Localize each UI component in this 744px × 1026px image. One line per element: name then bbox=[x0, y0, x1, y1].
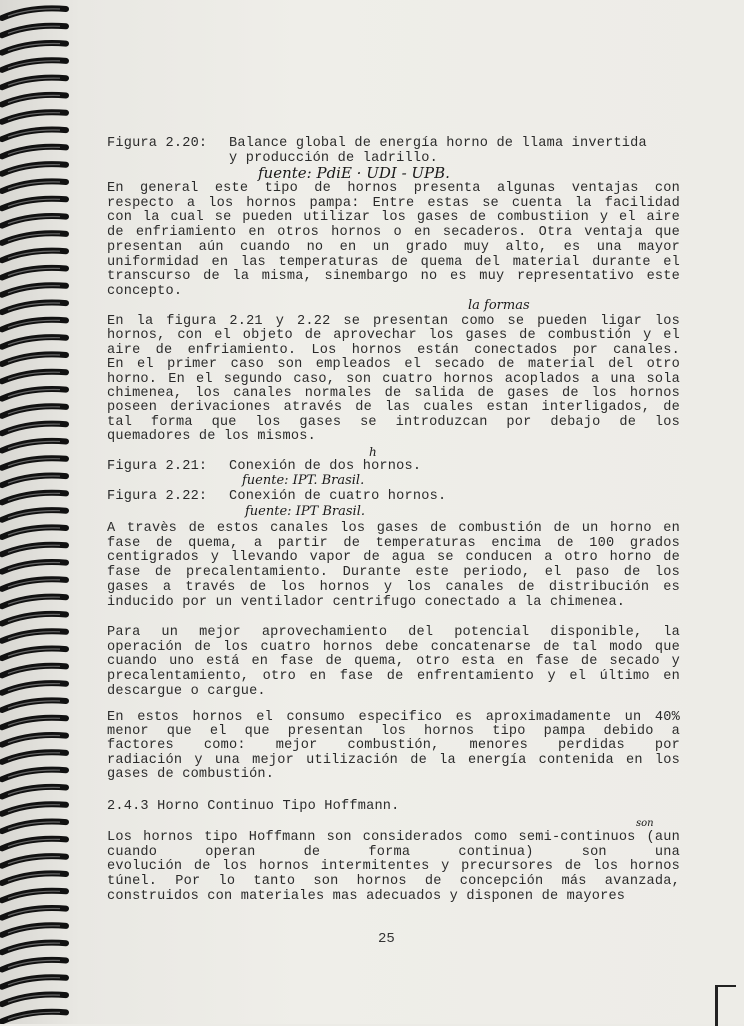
figure-2-22-caption bbox=[107, 490, 680, 504]
handwritten-annotation: la formas bbox=[468, 298, 530, 313]
text-line: En la figura 2.21 y 2.22 se presentan como se pueden ligar los bbox=[107, 314, 680, 329]
page-edge-mark bbox=[715, 985, 736, 1026]
section-heading: 2.4.3 Horno Continuo Tipo Hoffmann. bbox=[107, 799, 400, 814]
text-line: menor que el que presentan los hornos tipo pampa debido a bbox=[107, 724, 680, 740]
spiral-binding bbox=[0, 0, 72, 1024]
figure-label: Figura 2.20: bbox=[107, 136, 208, 151]
figure-2-21-caption bbox=[107, 460, 680, 474]
text-line: hornos, con el objeto de aprovechar los gases de combustión y el bbox=[107, 328, 680, 344]
text-line: descargue o cargue. bbox=[107, 683, 266, 699]
text-line: de enfriamiento en otros hornos o en secaderos. Otra ventaja que bbox=[107, 225, 680, 241]
text-line: precalentamiento, otro en fase de enfrentamiento y el último en bbox=[107, 669, 680, 685]
text-line: operación de los cuatro hornos debe concatenarse de tal modo que bbox=[107, 639, 680, 655]
text-line: horno. En el segundo caso, son cuatro hornos acoplados a una sola bbox=[107, 371, 680, 387]
text-line: En general este tipo de hornos presenta algunas ventajas con bbox=[107, 181, 680, 196]
text-line: Para un mejor aprovechamiento del potencial disponible, la bbox=[107, 625, 680, 640]
text-line: poseen derivaciones através de las cuales estan interligados, de bbox=[107, 400, 680, 416]
text-line: Los hornos tipo Hoffmann son considerados como semi-continuos (aun bbox=[107, 830, 680, 845]
text-line: evolución de los hornos intermitentes y precursores de los hornos bbox=[107, 859, 680, 875]
text-line: En estos hornos el consumo especifico es aproximadamente un 40% bbox=[107, 710, 680, 725]
text-line: tal forma que los gases se introduzcan por debajo de los bbox=[107, 414, 680, 430]
text-line: construidos con materiales mas adecuados y disponen de mayores bbox=[107, 888, 626, 904]
text-line: quemadores de los mismos. bbox=[107, 429, 316, 445]
text-line: gases a través de los hornos y los canales de distribución es bbox=[107, 579, 680, 595]
handwritten-source: fuente: IPT. Brasil. bbox=[242, 473, 365, 488]
text-line: concepto. bbox=[107, 283, 183, 299]
text-line: uniformidad en las temperaturas de quema del material durante el bbox=[107, 254, 680, 270]
text-line: En el primer caso son empleados el secado de material del otro bbox=[107, 357, 680, 373]
text-line: presentan aún cuando no en un grado muy alto, es una mayor bbox=[107, 239, 680, 255]
text-line: factores como: mejor combustión, menores perdidas por bbox=[107, 738, 680, 754]
figure-label: Figura 2.22: bbox=[107, 489, 208, 504]
text-line: radiación y una mejor utilización de la energía contenida en los bbox=[107, 752, 680, 768]
handwritten-annotation: son bbox=[636, 818, 654, 829]
text-line: A travès de estos canales los gases de combustión de un horno en bbox=[107, 521, 680, 536]
text-line: aire de enfriamiento. Los hornos están conectados por canales. bbox=[107, 342, 680, 358]
page-number: 25 bbox=[378, 931, 395, 947]
text-line: con la cual se pueden utilizar los gases de combustiion y el aire bbox=[107, 210, 680, 226]
figure-2-20-caption bbox=[107, 137, 680, 151]
text-line: transcurso de la misma, sinembargo no es muy representativo este bbox=[107, 269, 680, 285]
figure-title: Conexión de cuatro hornos. bbox=[229, 489, 447, 504]
figure-title: Balance global de energía horno de llama invertida bbox=[229, 136, 647, 151]
text-line: cuando uno está en fase de quema, otro esta en fase de secado y bbox=[107, 654, 680, 670]
text-line: cuando operan de forma continua) son una bbox=[107, 844, 680, 860]
text-line: respecto a los hornos pampa: Entre estas se cuenta la facilidad bbox=[107, 195, 680, 211]
text-line: inducido por un ventilador centrifugo conectado a la chimenea. bbox=[107, 594, 626, 610]
text-line: fase de quema, a partir de temperaturas encima de 100 grados bbox=[107, 535, 680, 551]
handwritten-source: fuente: IPT Brasil. bbox=[245, 504, 366, 519]
text-line: chimenea, los canales normales de salida de gases de los hornos bbox=[107, 386, 680, 401]
text-line: túnel. Por lo tanto son hornos de concepción más avanzada, bbox=[107, 874, 680, 890]
text-line: fase de precalentamiento. Durante este periodo, el paso de los bbox=[107, 565, 680, 581]
figure-label: Figura 2.21: bbox=[107, 459, 208, 474]
text-line: centigrados y llevando vapor de agua se conducen a otro horno de bbox=[107, 550, 680, 566]
handwritten-source: fuente: PdiE · UDI - UPB. bbox=[258, 164, 450, 182]
figure-title: Conexión de dos hornos. bbox=[229, 459, 422, 474]
handwritten-correction: h bbox=[369, 445, 377, 459]
text-line: gases de combustión. bbox=[107, 766, 275, 782]
figure-title-line2: y producción de ladrillo. bbox=[229, 151, 438, 166]
